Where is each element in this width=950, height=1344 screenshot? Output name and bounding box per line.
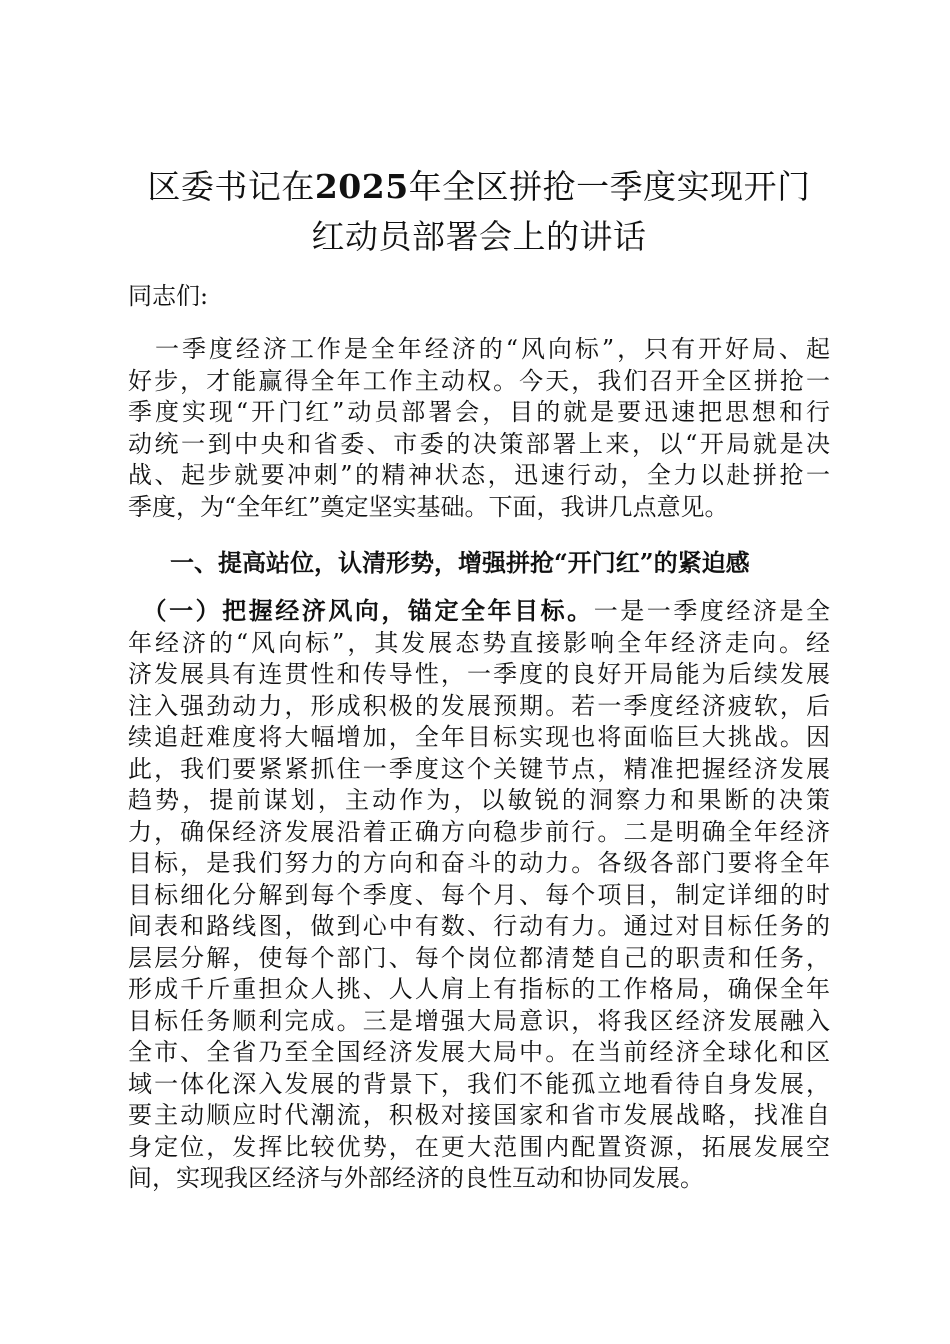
- subsection-1-heading: （一）把握经济风向，锚定全年目标。: [154, 596, 594, 625]
- body-line: 注入强劲动力，形成积极的发展预期。若一季度经济疲软，后: [128, 691, 830, 720]
- document-page: [128, 162, 830, 1195]
- body-line: 目标任务顺利完成。三是增强大局意识，将我区经济发展融入: [128, 1006, 830, 1035]
- body-line: 目标，是我们努力的方向和奋斗的动力。各级各部门要将全年: [128, 849, 830, 877]
- intro-line: 战、起步就要冲刺”的精神状态，迅速行动，全力以赴拼抢一: [128, 461, 830, 489]
- body-line: 要主动顺应时代潮流，积极对接国家和省市发展战略，找准自: [128, 1101, 830, 1129]
- body-line: 身定位，发挥比较优势，在更大范围内配置资源，拓展发展空: [128, 1132, 830, 1161]
- intro-paragraph: [128, 334, 830, 523]
- intro-line: 季度，为“全年红”奠定坚实基础。下面，我讲几点意见。: [128, 492, 729, 521]
- title-line-2: 红动员部署会上的讲话: [311, 217, 647, 256]
- title-line-1: [128, 162, 830, 212]
- subsection-1-first-rest: 一是一季度经济是全: [593, 597, 831, 625]
- body-line: 此，我们要紧紧抓住一季度这个关键节点，精准把握经济发展: [128, 754, 830, 783]
- document-title: [128, 162, 830, 262]
- intro-line: 一季度经济工作是全年经济的“风向标”，只有开好局、起: [128, 335, 830, 363]
- body-line: 目标细化分解到每个季度、每个月、每个项目，制定详细的时: [128, 880, 830, 909]
- body-line: 域一体化深入发展的背景下，我们不能孤立地看待自身发展，: [128, 1069, 830, 1098]
- subsection-1-paragraph: [128, 595, 830, 1195]
- body-line: 力，确保经济发展沿着正确方向稳步前行。二是明确全年经济: [128, 817, 830, 846]
- body-line: 间表和路线图，做到心中有数、行动有力。通过对目标任务的: [128, 912, 830, 940]
- subsection-1-first-line: [128, 595, 830, 628]
- body-line: 全市、全省乃至全国经济发展大局中。在当前经济全球化和区: [128, 1038, 830, 1066]
- body-line: 间，实现我区经济与外部经济的良性互动和协同发展。: [128, 1164, 704, 1192]
- title-line-1-pre: 区委书记在: [147, 167, 315, 206]
- body-line: 趋势，提前谋划，主动作为，以敏锐的洞察力和果断的决策: [128, 786, 830, 814]
- section-1-heading: 一、提高站位，认清形势，增强拼抢“开门红”的紧迫感: [170, 548, 750, 577]
- body-line: 形成千斤重担众人挑、人人肩上有指标的工作格局，确保全年: [128, 975, 830, 1003]
- title-line-1-post: 年全区拼抢一季度实现开门: [408, 167, 811, 206]
- body-line: 层层分解，使每个部门、每个岗位都清楚自己的职责和任务，: [128, 943, 830, 972]
- body-line: 济发展具有连贯性和传导性，一季度的良好开局能为后续发展: [128, 660, 830, 688]
- title-year: 2025: [314, 167, 409, 206]
- salutation: 同志们:: [128, 282, 209, 310]
- body-line: 续追赶难度将大幅增加，全年目标实现也将面临巨大挑战。因: [128, 723, 830, 751]
- intro-line: 季度实现“开门红”动员部署会，目的就是要迅速把思想和行: [128, 398, 830, 426]
- body-line: 年经济的“风向标”，其发展态势直接影响全年经济走向。经: [128, 628, 830, 657]
- intro-line: 好步，才能赢得全年工作主动权。今天，我们召开全区拼抢一: [128, 366, 830, 395]
- intro-line: 动统一到中央和省委、市委的决策部署上来，以“开局就是决: [128, 429, 830, 458]
